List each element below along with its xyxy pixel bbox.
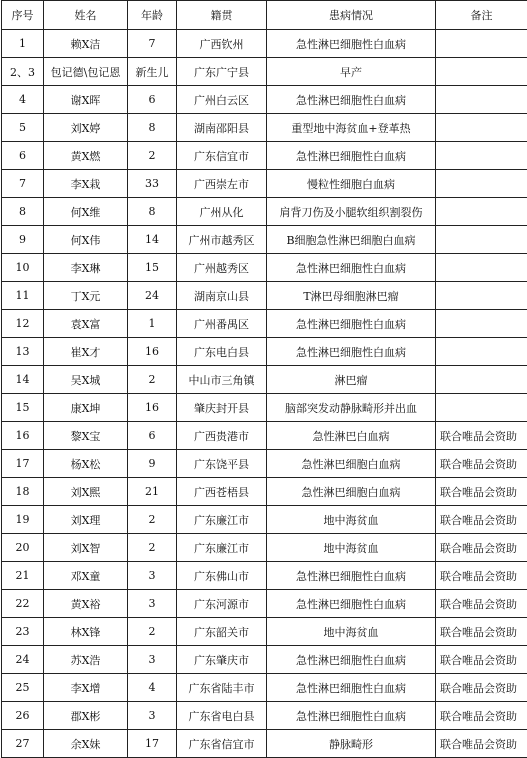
cell-age: 2	[128, 142, 177, 170]
cell-age: 3	[128, 646, 177, 674]
table-row	[2, 422, 527, 450]
cell-age: 2	[128, 618, 177, 646]
cell-age: 14	[128, 226, 177, 254]
table-row	[2, 338, 527, 366]
cell-condition: B细胞急性淋巴细胞白血病	[267, 226, 436, 254]
cell-note: 联合唯品会资助	[436, 674, 527, 702]
cell-hometown: 广东省电白县	[177, 702, 267, 730]
cell-index: 26	[2, 702, 44, 730]
cell-age: 2	[128, 366, 177, 394]
cell-index: 8	[2, 198, 44, 226]
table-row	[2, 310, 527, 338]
cell-hometown: 广州越秀区	[177, 254, 267, 282]
patient-table	[1, 0, 527, 758]
cell-name: 苏X浩	[44, 646, 128, 674]
cell-condition: 急性淋巴细胞性白血病	[267, 30, 436, 58]
cell-note	[436, 394, 527, 422]
cell-condition: 急性淋巴细胞白血病	[267, 450, 436, 478]
cell-name: 何X伟	[44, 226, 128, 254]
cell-age: 7	[128, 30, 177, 58]
table-row	[2, 450, 527, 478]
cell-note: 联合唯品会资助	[436, 506, 527, 534]
cell-name: 黎X宝	[44, 422, 128, 450]
cell-condition: 急性淋巴细胞性白血病	[267, 310, 436, 338]
table-body	[2, 30, 527, 758]
cell-name: 刘X婷	[44, 114, 128, 142]
cell-age: 8	[128, 114, 177, 142]
table-row	[2, 58, 527, 86]
table-row	[2, 562, 527, 590]
cell-age: 6	[128, 86, 177, 114]
cell-age: 33	[128, 170, 177, 198]
cell-index: 9	[2, 226, 44, 254]
cell-name: 崔X才	[44, 338, 128, 366]
cell-index: 7	[2, 170, 44, 198]
header-row	[2, 1, 527, 30]
cell-name: 黄X裕	[44, 590, 128, 618]
cell-condition: 急性淋巴细胞性白血病	[267, 590, 436, 618]
cell-condition: 急性淋巴细胞性白血病	[267, 254, 436, 282]
cell-note: 联合唯品会资助	[436, 730, 527, 758]
cell-age: 2	[128, 506, 177, 534]
cell-index: 23	[2, 618, 44, 646]
cell-condition: 急性淋巴细胞性白血病	[267, 702, 436, 730]
table-row	[2, 198, 527, 226]
cell-hometown: 广州番禺区	[177, 310, 267, 338]
cell-age: 24	[128, 282, 177, 310]
cell-hometown: 广西苍梧县	[177, 478, 267, 506]
table-row	[2, 506, 527, 534]
cell-name: 李X栽	[44, 170, 128, 198]
table-row	[2, 674, 527, 702]
cell-condition: 淋巴瘤	[267, 366, 436, 394]
cell-hometown: 广州市越秀区	[177, 226, 267, 254]
table-row	[2, 30, 527, 58]
cell-index: 17	[2, 450, 44, 478]
cell-hometown: 广东广宁县	[177, 58, 267, 86]
cell-name: 刘X熙	[44, 478, 128, 506]
cell-condition: 急性淋巴细胞性白血病	[267, 142, 436, 170]
cell-index: 27	[2, 730, 44, 758]
cell-index: 25	[2, 674, 44, 702]
cell-name: 杨X松	[44, 450, 128, 478]
cell-hometown: 广东廉江市	[177, 534, 267, 562]
cell-name: 康X坤	[44, 394, 128, 422]
cell-name: 赖X洁	[44, 30, 128, 58]
cell-note	[436, 114, 527, 142]
cell-condition: 急性淋巴细胞性白血病	[267, 338, 436, 366]
cell-hometown: 广东廉江市	[177, 506, 267, 534]
cell-name: 黄X燃	[44, 142, 128, 170]
cell-index: 24	[2, 646, 44, 674]
table-row	[2, 282, 527, 310]
cell-index: 16	[2, 422, 44, 450]
cell-index: 13	[2, 338, 44, 366]
cell-note: 联合唯品会资助	[436, 590, 527, 618]
cell-note: 联合唯品会资助	[436, 702, 527, 730]
cell-hometown: 广东电白县	[177, 338, 267, 366]
table-row	[2, 590, 527, 618]
cell-condition: 急性淋巴白血病	[267, 422, 436, 450]
cell-hometown: 肇庆封开县	[177, 394, 267, 422]
cell-note	[436, 310, 527, 338]
cell-note	[436, 338, 527, 366]
cell-index: 22	[2, 590, 44, 618]
cell-index: 12	[2, 310, 44, 338]
cell-note	[436, 86, 527, 114]
cell-age: 17	[128, 730, 177, 758]
cell-age: 9	[128, 450, 177, 478]
cell-condition: 早产	[267, 58, 436, 86]
cell-index: 18	[2, 478, 44, 506]
cell-age: 4	[128, 674, 177, 702]
cell-name: 何X维	[44, 198, 128, 226]
cell-hometown: 广州白云区	[177, 86, 267, 114]
cell-name: 邓X童	[44, 562, 128, 590]
cell-note	[436, 254, 527, 282]
table-row	[2, 618, 527, 646]
cell-note: 联合唯品会资助	[436, 534, 527, 562]
cell-index: 21	[2, 562, 44, 590]
header-condition: 患病情况	[267, 1, 436, 30]
cell-condition: 静脉畸形	[267, 730, 436, 758]
cell-hometown: 广东信宜市	[177, 142, 267, 170]
table-row	[2, 478, 527, 506]
cell-hometown: 广东省陆丰市	[177, 674, 267, 702]
table-row	[2, 394, 527, 422]
cell-hometown: 广东饶平县	[177, 450, 267, 478]
cell-name: 吴X城	[44, 366, 128, 394]
cell-age: 16	[128, 394, 177, 422]
cell-condition: 肩背刀伤及小腿软组织割裂伤	[267, 198, 436, 226]
cell-name: 刘X智	[44, 534, 128, 562]
table-row	[2, 646, 527, 674]
cell-note	[436, 30, 527, 58]
cell-note	[436, 198, 527, 226]
cell-hometown: 中山市三角镇	[177, 366, 267, 394]
cell-note	[436, 366, 527, 394]
cell-condition: 慢粒性细胞白血病	[267, 170, 436, 198]
cell-index: 19	[2, 506, 44, 534]
cell-index: 10	[2, 254, 44, 282]
cell-note: 联合唯品会资助	[436, 450, 527, 478]
cell-condition: 急性淋巴细胞性白血病	[267, 646, 436, 674]
table-row	[2, 730, 527, 758]
cell-condition: 地中海贫血	[267, 506, 436, 534]
cell-name: 丁X元	[44, 282, 128, 310]
cell-condition: T淋巴母细胞淋巴瘤	[267, 282, 436, 310]
table-row	[2, 86, 527, 114]
table-row	[2, 142, 527, 170]
cell-age: 6	[128, 422, 177, 450]
cell-index: 15	[2, 394, 44, 422]
cell-note: 联合唯品会资助	[436, 618, 527, 646]
cell-index: 20	[2, 534, 44, 562]
cell-age: 2	[128, 534, 177, 562]
cell-age: 8	[128, 198, 177, 226]
cell-condition: 急性淋巴细胞性白血病	[267, 674, 436, 702]
cell-name: 李X琳	[44, 254, 128, 282]
cell-hometown: 湖南京山县	[177, 282, 267, 310]
cell-age: 新生儿	[128, 58, 177, 86]
cell-note	[436, 226, 527, 254]
cell-condition: 急性淋巴细胞性白血病	[267, 86, 436, 114]
cell-name: 余X妹	[44, 730, 128, 758]
cell-condition: 脑部突发动静脉畸形并出血	[267, 394, 436, 422]
cell-hometown: 广东河源市	[177, 590, 267, 618]
cell-hometown: 广东肇庆市	[177, 646, 267, 674]
cell-age: 21	[128, 478, 177, 506]
cell-condition: 急性淋巴细胞白血病	[267, 478, 436, 506]
cell-hometown: 广西崇左市	[177, 170, 267, 198]
cell-note: 联合唯品会资助	[436, 422, 527, 450]
cell-note: 联合唯品会资助	[436, 562, 527, 590]
cell-hometown: 广西贵港市	[177, 422, 267, 450]
cell-condition: 地中海贫血	[267, 534, 436, 562]
cell-condition: 地中海贫血	[267, 618, 436, 646]
header-hometown: 籍贯	[177, 1, 267, 30]
cell-name: 郡X彬	[44, 702, 128, 730]
cell-note: 联合唯品会资助	[436, 646, 527, 674]
cell-name: 林X锋	[44, 618, 128, 646]
cell-index: 4	[2, 86, 44, 114]
table-row	[2, 254, 527, 282]
table-row	[2, 114, 527, 142]
table-row	[2, 226, 527, 254]
cell-age: 15	[128, 254, 177, 282]
header-name: 姓名	[44, 1, 128, 30]
cell-name: 谢X晖	[44, 86, 128, 114]
header-note: 备注	[436, 1, 527, 30]
cell-hometown: 广东省信宜市	[177, 730, 267, 758]
cell-age: 16	[128, 338, 177, 366]
cell-name: 李X增	[44, 674, 128, 702]
cell-hometown: 广东佛山市	[177, 562, 267, 590]
cell-index: 5	[2, 114, 44, 142]
cell-note	[436, 282, 527, 310]
cell-note: 联合唯品会资助	[436, 478, 527, 506]
cell-condition: 急性淋巴细胞性白血病	[267, 562, 436, 590]
cell-age: 1	[128, 310, 177, 338]
cell-index: 1	[2, 30, 44, 58]
cell-name: 袁X富	[44, 310, 128, 338]
table-row	[2, 366, 527, 394]
cell-hometown: 广州从化	[177, 198, 267, 226]
cell-name: 包记德\包记恩	[44, 58, 128, 86]
cell-age: 3	[128, 590, 177, 618]
cell-index: 6	[2, 142, 44, 170]
cell-hometown: 湖南邵阳县	[177, 114, 267, 142]
cell-index: 14	[2, 366, 44, 394]
cell-age: 3	[128, 562, 177, 590]
table-row	[2, 702, 527, 730]
table-row	[2, 170, 527, 198]
cell-name: 刘X理	[44, 506, 128, 534]
cell-note	[436, 142, 527, 170]
cell-index: 2、3	[2, 58, 44, 86]
cell-note	[436, 170, 527, 198]
cell-index: 11	[2, 282, 44, 310]
cell-condition: 重型地中海贫血+登革热	[267, 114, 436, 142]
table-row	[2, 534, 527, 562]
header-index: 序号	[2, 1, 44, 30]
cell-hometown: 广东韶关市	[177, 618, 267, 646]
cell-age: 3	[128, 702, 177, 730]
header-age: 年龄	[128, 1, 177, 30]
cell-hometown: 广西钦州	[177, 30, 267, 58]
cell-note	[436, 58, 527, 86]
